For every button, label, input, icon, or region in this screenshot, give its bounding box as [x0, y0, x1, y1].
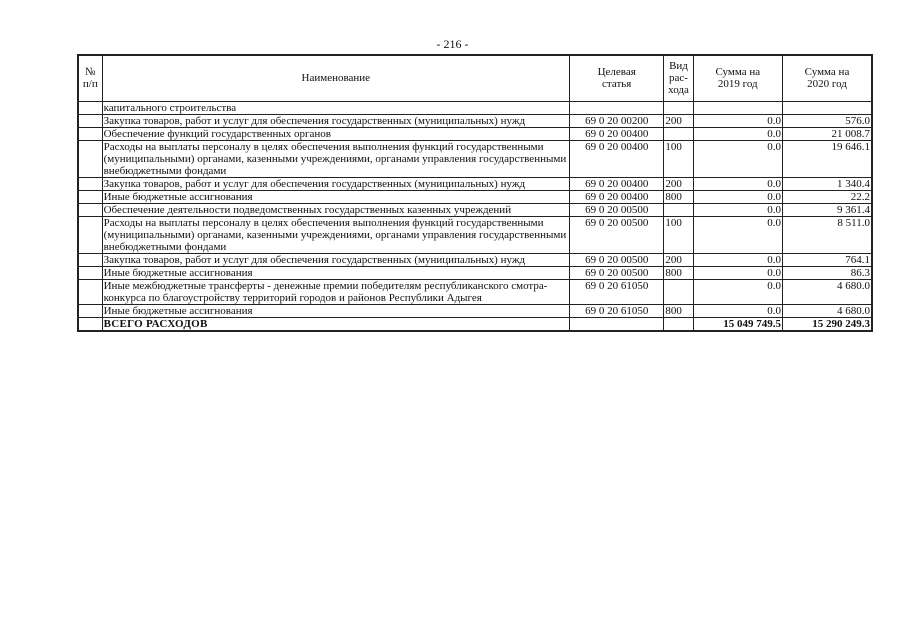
row-sum-2019: 0.0: [693, 140, 782, 177]
row-name: Иные межбюджетные трансферты - денежные премии победителям республиканского смотра-конкурса по благоустройству территорий городов и районов Республики Адыгея: [102, 279, 569, 304]
row-code: 69 0 20 00500: [569, 253, 663, 266]
row-sum-2019: 0.0: [693, 266, 782, 279]
row-num: [78, 101, 102, 114]
row-code: 69 0 20 00400: [569, 127, 663, 140]
row-num: [78, 266, 102, 279]
row-name: Обеспечение функций государственных органов: [102, 127, 569, 140]
total-num: [78, 317, 102, 331]
row-code: 69 0 20 61050: [569, 304, 663, 317]
table-header-row: [78, 55, 872, 101]
header-sum-2020: Сумма на 2020 год: [783, 55, 873, 101]
budget-table: [77, 54, 873, 332]
table-row: [78, 279, 872, 304]
row-sum-2020: 4 680.0: [783, 304, 873, 317]
row-code: 69 0 20 00400: [569, 140, 663, 177]
row-code: 69 0 20 61050: [569, 279, 663, 304]
row-name: Иные бюджетные ассигнования: [102, 304, 569, 317]
row-sum-2019: 0.0: [693, 114, 782, 127]
row-sum-2020: 9 361.4: [783, 203, 873, 216]
row-sum-2019: 0.0: [693, 190, 782, 203]
row-sum-2020: 764.1: [783, 253, 873, 266]
row-name: Закупка товаров, работ и услуг для обеспечения государственных (муниципальных) нужд: [102, 114, 569, 127]
total-code: [569, 317, 663, 331]
row-num: [78, 279, 102, 304]
row-type: 800: [664, 266, 693, 279]
table-row: [78, 101, 872, 114]
row-code: 69 0 20 00500: [569, 266, 663, 279]
row-name: капитального строительства: [102, 101, 569, 114]
row-type: [664, 279, 693, 304]
row-num: [78, 304, 102, 317]
total-sum-2019: 15 049 749.5: [693, 317, 782, 331]
table-row: [78, 253, 872, 266]
table-row: [78, 190, 872, 203]
row-sum-2019: [693, 101, 782, 114]
row-name: Закупка товаров, работ и услуг для обеспечения государственных (муниципальных) нужд: [102, 177, 569, 190]
row-type: 800: [664, 190, 693, 203]
row-sum-2020: 1 340.4: [783, 177, 873, 190]
total-row: [78, 317, 872, 331]
row-name: Иные бюджетные ассигнования: [102, 266, 569, 279]
row-sum-2020: 4 680.0: [783, 279, 873, 304]
row-num: [78, 216, 102, 253]
total-sum-2020: 15 290 249.3: [783, 317, 873, 331]
table-row: [78, 140, 872, 177]
row-num: [78, 253, 102, 266]
row-name: Закупка товаров, работ и услуг для обеспечения государственных (муниципальных) нужд: [102, 253, 569, 266]
row-type: [664, 127, 693, 140]
table-row: [78, 127, 872, 140]
row-code: 69 0 20 00500: [569, 203, 663, 216]
row-type: [664, 101, 693, 114]
row-sum-2019: 0.0: [693, 304, 782, 317]
row-sum-2020: 8 511.0: [783, 216, 873, 253]
row-sum-2020: 576.0: [783, 114, 873, 127]
row-num: [78, 127, 102, 140]
row-sum-2019: 0.0: [693, 216, 782, 253]
table-row: [78, 177, 872, 190]
row-num: [78, 177, 102, 190]
row-code: 69 0 20 00400: [569, 177, 663, 190]
header-code: Целевая статья: [569, 55, 663, 101]
row-num: [78, 140, 102, 177]
row-sum-2019: 0.0: [693, 203, 782, 216]
row-name: Обеспечение деятельности подведомственных государственных казенных учреждений: [102, 203, 569, 216]
row-type: 100: [664, 216, 693, 253]
table-row: [78, 203, 872, 216]
row-num: [78, 114, 102, 127]
row-code: [569, 101, 663, 114]
row-name: Иные бюджетные ассигнования: [102, 190, 569, 203]
header-num: № п/п: [78, 55, 102, 101]
row-sum-2020: 22.2: [783, 190, 873, 203]
table-row: [78, 216, 872, 253]
total-label: ВСЕГО РАСХОДОВ: [102, 317, 569, 331]
table-body: [78, 101, 872, 331]
row-num: [78, 203, 102, 216]
row-type: 200: [664, 253, 693, 266]
header-type: Вид рас-хода: [664, 55, 693, 101]
row-code: 69 0 20 00400: [569, 190, 663, 203]
row-sum-2020: 21 008.7: [783, 127, 873, 140]
table-row: [78, 304, 872, 317]
row-sum-2019: 0.0: [693, 127, 782, 140]
row-num: [78, 190, 102, 203]
header-sum-2019: Сумма на 2019 год: [693, 55, 782, 101]
row-sum-2019: 0.0: [693, 279, 782, 304]
row-sum-2020: 86.3: [783, 266, 873, 279]
row-name: Расходы на выплаты персоналу в целях обеспечения выполнения функций государственными (муниципальными) органами, казенными учреждениями, органами управления государственными внебюджетными фондами: [102, 140, 569, 177]
row-type: 100: [664, 140, 693, 177]
row-code: 69 0 20 00200: [569, 114, 663, 127]
total-type: [664, 317, 693, 331]
row-code: 69 0 20 00500: [569, 216, 663, 253]
row-name: Расходы на выплаты персоналу в целях обеспечения выполнения функций государственными (муниципальными) органами, казенными учреждениями, органами управления государственными внебюджетными фондами: [102, 216, 569, 253]
row-sum-2019: 0.0: [693, 177, 782, 190]
row-sum-2020: 19 646.1: [783, 140, 873, 177]
page-number: - 216 -: [436, 37, 469, 51]
row-type: 800: [664, 304, 693, 317]
row-type: [664, 203, 693, 216]
table-row: [78, 266, 872, 279]
row-sum-2020: [783, 101, 873, 114]
row-sum-2019: 0.0: [693, 253, 782, 266]
table-row: [78, 114, 872, 127]
header-name: Наименование: [102, 55, 569, 101]
row-type: 200: [664, 177, 693, 190]
row-type: 200: [664, 114, 693, 127]
